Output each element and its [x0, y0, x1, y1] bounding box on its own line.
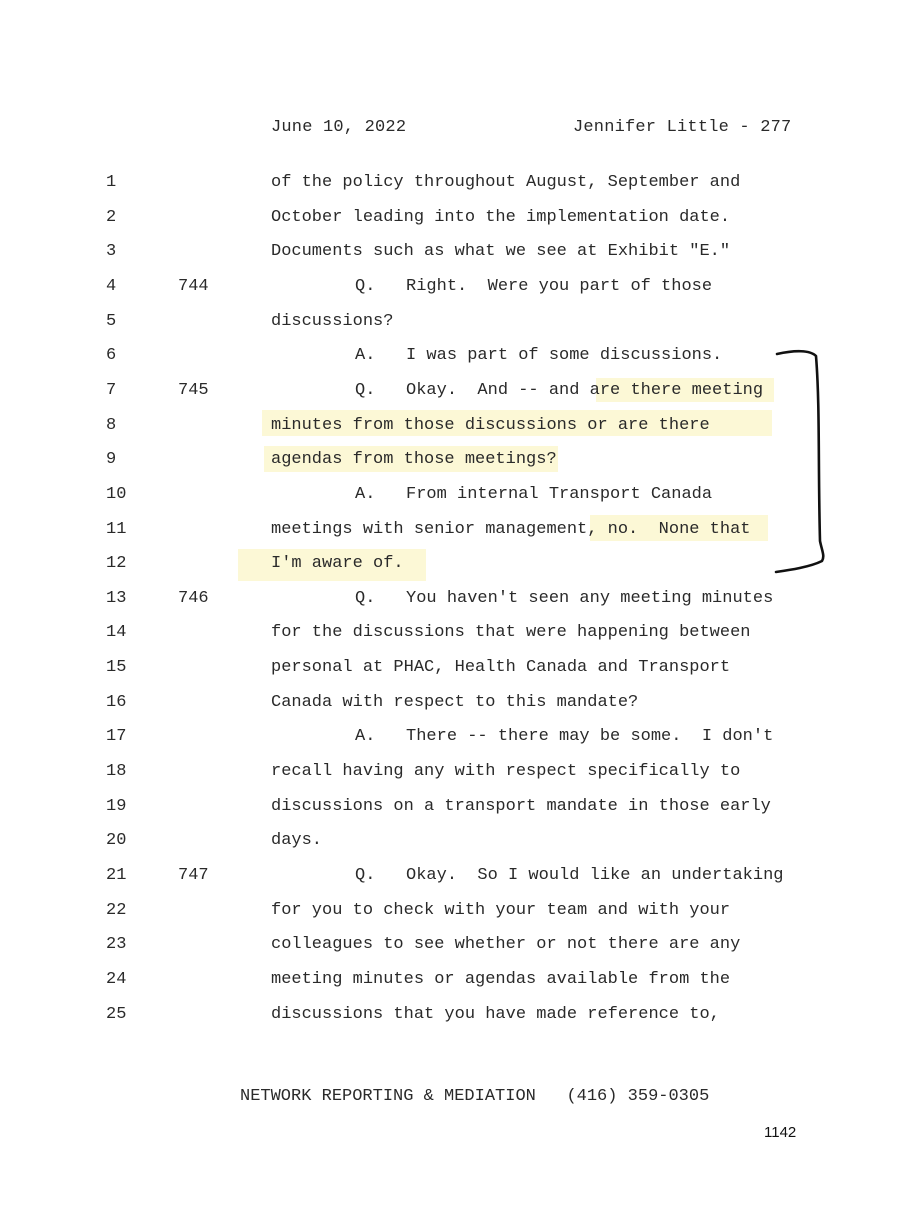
line-text: for the discussions that were happening between: [271, 623, 751, 643]
line-text: recall having any with respect specifically to: [271, 762, 741, 782]
line-number: 19: [106, 796, 127, 816]
transcript-line: [0, 792, 922, 822]
question-number: 744: [178, 276, 209, 296]
line-number: 21: [106, 866, 127, 885]
line-text: for you to check with your team and with your: [271, 900, 731, 920]
line-number: 18: [106, 762, 127, 782]
line-text: discussions on a transport mandate in those early: [271, 796, 771, 816]
line-number: 4: [106, 276, 117, 296]
line-number: 10: [106, 484, 127, 504]
line-text: agendas from those meetings?: [271, 450, 557, 470]
line-number: 16: [106, 692, 127, 712]
line-number: 3: [106, 242, 117, 262]
transcript-line: [0, 896, 922, 926]
transcript-line: [0, 1000, 922, 1030]
header-date: June 10, 2022: [271, 118, 407, 137]
footer-reporter: NETWORK REPORTING & MEDIATION (416) 359-0305: [240, 1087, 710, 1106]
transcript-line: [0, 618, 922, 648]
line-text: Q. Okay. So I would like an undertaking: [355, 866, 784, 885]
line-text: colleagues to see whether or not there are any: [271, 935, 741, 955]
transcript-line: [0, 688, 922, 718]
line-number: 6: [106, 346, 117, 366]
line-text: Q. Okay. And -- and are there meeting: [355, 380, 764, 400]
line-number: 7: [106, 380, 117, 400]
line-number: 5: [106, 311, 117, 331]
line-text: minutes from those discussions or are there: [271, 415, 710, 435]
line-number: 12: [106, 554, 127, 574]
transcript-line: [0, 965, 922, 995]
line-text: A. I was part of some discussions.: [355, 346, 723, 366]
transcript-line: [0, 722, 922, 752]
line-text: Canada with respect to this mandate?: [271, 692, 639, 712]
header-witness-page: Jennifer Little - 277: [573, 118, 792, 137]
line-number: 1: [106, 173, 117, 192]
line-text: Q. You haven't seen any meeting minutes: [355, 588, 774, 608]
line-text: discussions?: [271, 311, 394, 331]
line-number: 2: [106, 207, 117, 227]
margin-bracket-mark: [770, 346, 840, 582]
line-text: discussions that you have made reference to,: [271, 1004, 720, 1024]
transcript-line: [0, 826, 922, 856]
question-number: 747: [178, 866, 209, 885]
line-number: 14: [106, 623, 127, 643]
line-text: meeting minutes or agendas available from the: [271, 969, 731, 989]
line-text: A. There -- there may be some. I don't: [355, 727, 774, 747]
line-text: A. From internal Transport Canada: [355, 484, 713, 504]
transcript-line: [0, 584, 922, 614]
line-number: 20: [106, 831, 127, 851]
line-text: Q. Right. Were you part of those: [355, 276, 713, 296]
question-number: 746: [178, 588, 209, 608]
line-text: I'm aware of.: [271, 554, 404, 574]
line-text: days.: [271, 831, 323, 851]
line-number: 23: [106, 935, 127, 955]
transcript-line: [0, 307, 922, 337]
line-text: October leading into the implementation date.: [271, 207, 731, 227]
transcript-line: [0, 203, 922, 233]
line-text: of the policy throughout August, September and: [271, 173, 741, 192]
transcript-line: [0, 272, 922, 302]
line-number: 8: [106, 415, 117, 435]
line-text: personal at PHAC, Health Canada and Transport: [271, 658, 731, 678]
transcript-line: [0, 861, 922, 891]
line-number: 13: [106, 588, 127, 608]
transcript-line: [0, 653, 922, 683]
line-number: 24: [106, 969, 127, 989]
line-number: 11: [106, 519, 127, 539]
line-text: meetings with senior management, no. None that: [271, 519, 751, 539]
line-number: 25: [106, 1004, 127, 1024]
transcript-line: [0, 757, 922, 787]
line-number: 22: [106, 900, 127, 920]
transcript-line: [0, 237, 922, 267]
question-number: 745: [178, 380, 209, 400]
transcript-line: [0, 930, 922, 960]
page-number: 1142: [764, 1124, 797, 1141]
transcript-line: [0, 168, 922, 198]
line-number: 15: [106, 658, 127, 678]
line-number: 9: [106, 450, 117, 470]
line-text: Documents such as what we see at Exhibit "E.": [271, 242, 731, 262]
line-number: 17: [106, 727, 127, 747]
